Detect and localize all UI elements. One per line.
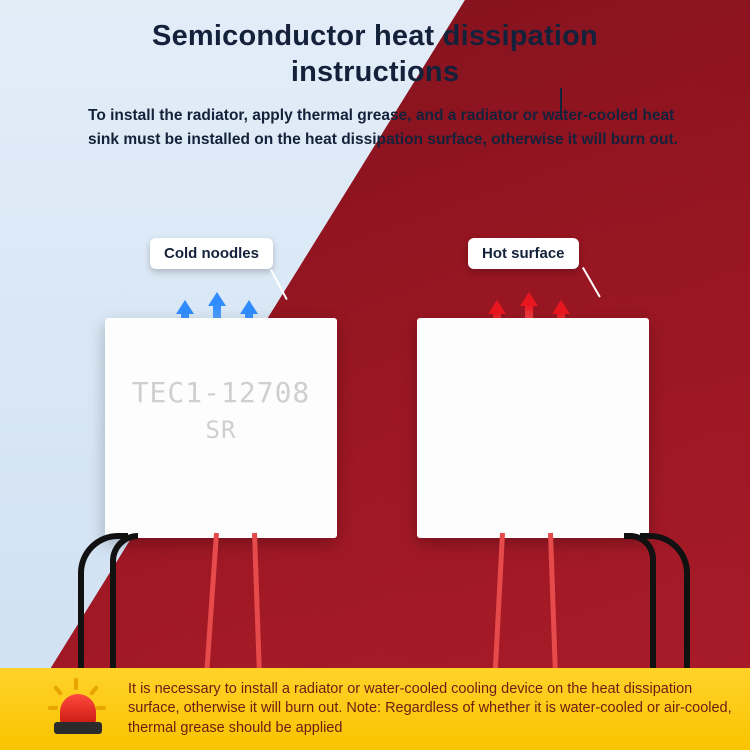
page-title-line2: instructions — [290, 56, 460, 89]
module-code-sublabel: SR — [205, 416, 237, 444]
subtitle-text: To install the radiator, apply thermal grease, and a radiator or water-cooled heat sink must be installed on the heat dissipation surface, otherwise it will burn out. — [88, 107, 678, 149]
module-code-label: TEC1-12708 — [131, 376, 311, 409]
module-hot — [417, 318, 649, 538]
module-cold — [105, 318, 337, 538]
label-hot-surface: Hot surface — [468, 238, 579, 269]
warning-bar — [0, 668, 750, 750]
page-title-line1: Semiconductor heat dissipation — [152, 20, 598, 52]
siren-icon — [48, 678, 108, 742]
page-title — [0, 18, 750, 91]
warning-text: It is necessary to install a radiator or water-cooled cooling device on the heat dissipation surface, otherwise it will burn out. Note: Regardless of whether it is water-cooled or air-cooled, thermal grease should be applied — [128, 680, 732, 736]
label-cold-noodles: Cold noodles — [150, 238, 273, 269]
